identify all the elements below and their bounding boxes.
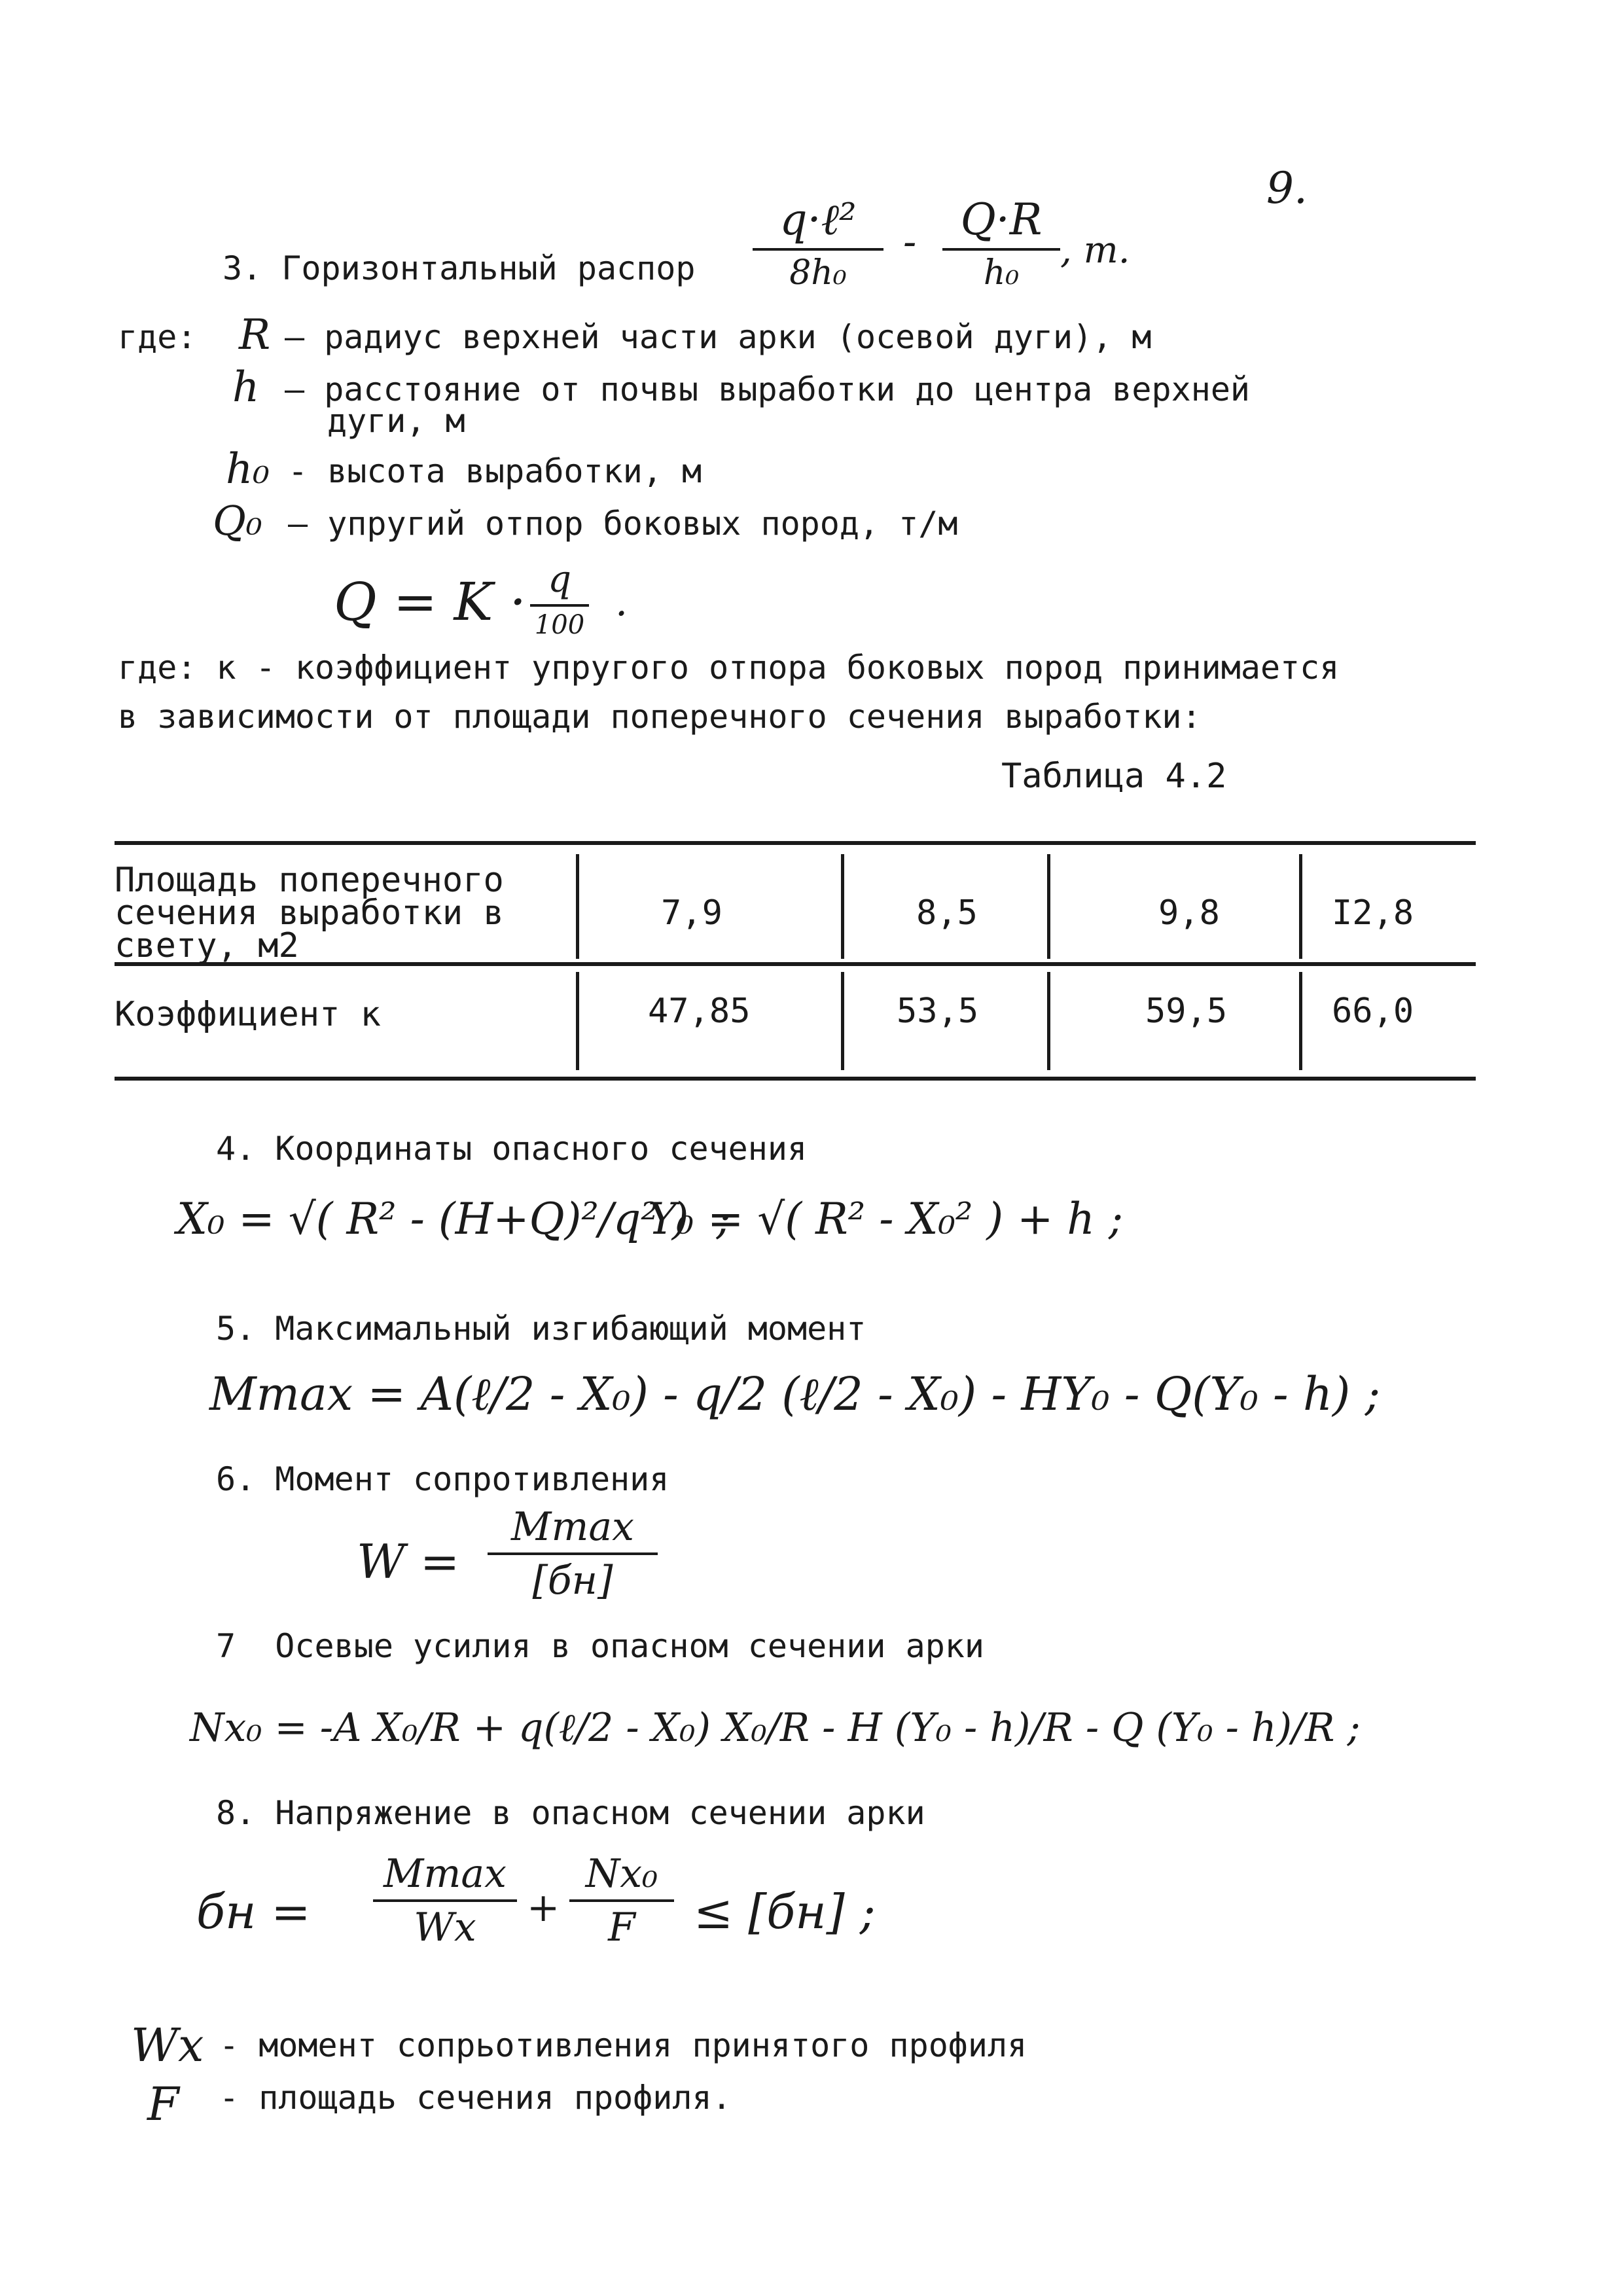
formula-Q-den: 100 [534, 609, 585, 640]
section6-label: 6. Момент сопротивления [216, 1460, 669, 1498]
section6-den: [бн] [532, 1558, 613, 1604]
section8-frac2 [569, 1852, 674, 1949]
section7-label: 7 Осевые усилия в опасном сечении арки [216, 1627, 984, 1665]
section8-frac1-den: Wx [414, 1905, 476, 1950]
section3-minus: - [903, 219, 917, 265]
section7-formula: Nx₀ = -A X₀/R + q(ℓ/2 - X₀) X₀/R - H (Y₀ - h)/R - Q (Y₀ - h)/R ; [190, 1705, 1361, 1751]
table-caption: Таблица 4.2 [1001, 757, 1227, 796]
where1-text-h2: дуги, м [327, 402, 465, 440]
legend-text-F: - площадь сечения профиля. [219, 2079, 732, 2117]
section8-plus: + [527, 1885, 560, 1931]
table-bottom-rule [115, 1077, 1476, 1081]
section8-lhs: бн = [196, 1884, 311, 1939]
table-col-sep-4a [1299, 854, 1302, 959]
table-row2-value-2: 53,5 [897, 992, 979, 1031]
section3-frac2 [942, 196, 1060, 292]
section3-frac1 [753, 196, 883, 292]
formula-Q-left: Q = K · [334, 571, 527, 632]
where1-text-R: – радиус верхней части арки (осевой дуги), м [285, 318, 1152, 356]
section5-formula: Mmax = A(ℓ/2 - X₀) - q/2 (ℓ/2 - X₀) - HY₀ - Q(Y₀ - h) ; [209, 1367, 1381, 1421]
table-col-sep-2b [841, 972, 844, 1070]
where1-text-h0: - высота выработки, м [288, 452, 702, 490]
legend-sym-Wx: Wx [131, 2018, 204, 2072]
table-row1-value-1: 7,9 [661, 893, 722, 933]
section8-rhs: ≤ [бн] ; [694, 1884, 876, 1939]
legend-sym-F: F [147, 2077, 179, 2131]
where1-text-h: – расстояние от почвы выработки до центра верхней [285, 370, 1251, 408]
section4-x0-formula: X₀ = √( R² - (H+Q)²/q² ) ; [177, 1194, 731, 1244]
section3-frac2-num: Q·R [960, 194, 1043, 245]
table-row1-header-line2: сечения выработки в [115, 893, 504, 933]
table-col-sep-1a [576, 854, 579, 959]
where1-sym-Q0: Q₀ [213, 497, 262, 545]
table-top-rule [115, 841, 1476, 845]
section8-frac2-num: Nx₀ [585, 1851, 658, 1897]
section3-frac1-num: q·ℓ² [779, 194, 857, 245]
table-row1-value-2: 8,5 [916, 893, 978, 933]
section3-unit: , т. [1060, 229, 1130, 272]
section3-label: 3. Горизонтальный распор [223, 249, 696, 287]
section6-lhs: W = [357, 1534, 460, 1589]
section3-frac2-den: h₀ [983, 253, 1020, 293]
section6-num: Mmax [511, 1504, 634, 1550]
table-col-sep-3b [1047, 972, 1050, 1070]
where2-line2: в зависимости от площади поперечного сечения выработки: [118, 698, 1202, 736]
table-col-sep-3a [1047, 854, 1050, 959]
where1-sym-h0: h₀ [226, 445, 270, 493]
section8-label: 8. Напряжение в опасном сечении арки [216, 1794, 925, 1832]
table-col-sep-1b [576, 972, 579, 1070]
section8-frac1-num: Mmax [383, 1851, 507, 1897]
section6-frac [488, 1505, 658, 1602]
where1-sym-R: R [239, 311, 271, 359]
section4-label: 4. Координаты опасного сечения [216, 1130, 808, 1168]
table-col-sep-4b [1299, 972, 1302, 1070]
legend-text-Wx: - момент сопрьотивления принятого профиля [219, 2026, 1027, 2064]
formula-Q-tail: . [615, 579, 628, 625]
formula-Q-frac [530, 560, 589, 639]
table-row2-header: Коэффициент к [115, 995, 381, 1034]
section3-frac1-den: 8h₀ [789, 253, 847, 293]
table-row1-header-line3: свету, м2 [115, 926, 299, 965]
table-row2-value-4: 66,0 [1332, 992, 1414, 1031]
section4-y0-formula: Y₀ = √( R² - X₀² ) + h ; [648, 1194, 1124, 1244]
table-mid-rule [115, 962, 1476, 966]
section8-frac2-den: F [608, 1905, 635, 1950]
where1-lead: где: [118, 318, 197, 356]
table-row1-value-4: I2,8 [1332, 893, 1414, 933]
table-row2-value-1: 47,85 [648, 992, 751, 1031]
table-row1-value-3: 9,8 [1158, 893, 1220, 933]
page-number: 9. [1266, 163, 1308, 213]
where2-line1: где: к - коэффициент упругого отпора боковых пород принимается [118, 649, 1340, 687]
where1-text-Q0: – упругий отпор боковых пород, т/м [288, 505, 958, 543]
where1-sym-h: h [232, 363, 260, 412]
section5-label: 5. Максимальный изгибающий момент [216, 1310, 866, 1348]
table-row2-value-3: 59,5 [1145, 992, 1228, 1031]
section8-frac1 [373, 1852, 517, 1949]
formula-Q-num: q [548, 558, 571, 601]
table-row1-header-line1: Площадь поперечного [115, 861, 504, 900]
table-col-sep-2a [841, 854, 844, 959]
